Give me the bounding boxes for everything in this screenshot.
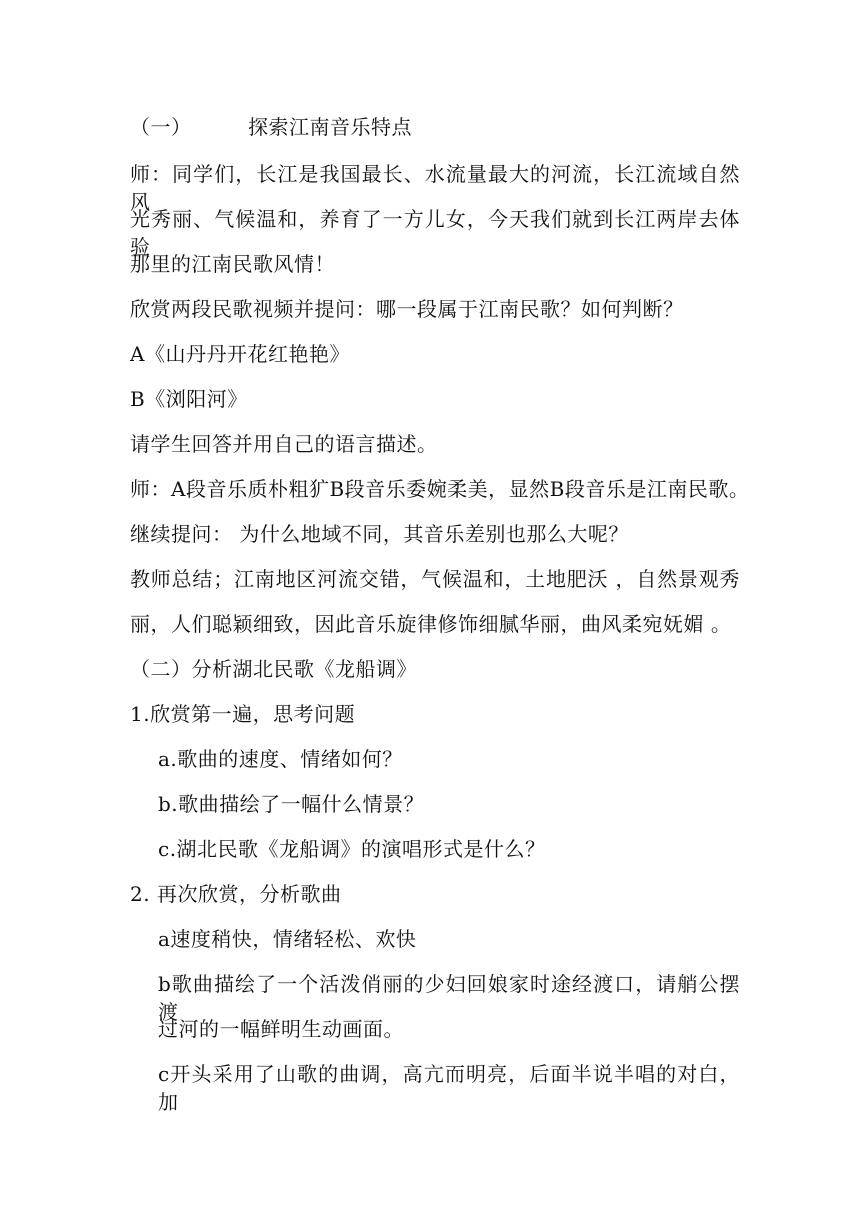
step2-item-b-line-1: b歌曲描绘了一个活泼俏丽的少妇回娘家时途经渡口，请艄公摆渡 — [158, 972, 740, 1024]
option-b-text: B《浏阳河》 — [130, 387, 248, 411]
step2-item-c-line-1: c开头采用了山歌的曲调，高亢而明亮，后面半说半唱的对白，加 — [158, 1062, 740, 1114]
summary-line-1: 教师总结；江南地区河流交错，气候温和，土地肥沃 ，自然景观秀 — [130, 567, 740, 591]
step1-item-a: a.歌曲的速度、情绪如何？ — [158, 747, 403, 771]
teacher-answer-text: 师：A段音乐质朴粗犷B段音乐委婉柔美，显然B段音乐是江南民歌。 — [130, 477, 750, 501]
section1-heading-title: 探索江南音乐特点 — [248, 115, 412, 139]
section2-heading: （二）分析湖北民歌《龙船调》 — [130, 657, 417, 681]
intro-paragraph-line-3: 那里的江南民歌风情！ — [130, 252, 335, 276]
step1-item-b: b.歌曲描绘了一幅什么情景？ — [158, 792, 425, 816]
summary-line-2: 丽，人们聪颖细致，因此音乐旋律修饰细腻华丽，曲风柔宛妩媚 。 — [130, 612, 732, 636]
step2-heading: 2. 再次欣赏，分析歌曲 — [130, 882, 342, 906]
intro-paragraph-line-2: 光秀丽、气候温和，养育了一方儿女，今天我们就到长江两岸去体验 — [130, 207, 740, 259]
step1-heading: 1.欣赏第一遍，思考问题 — [130, 702, 356, 726]
student-prompt-text: 请学生回答并用自己的语言描述。 — [130, 432, 438, 456]
section1-heading — [130, 113, 740, 141]
intro-paragraph-line-1: 师：同学们，长江是我国最长、水流量最大的河流，长江流域自然风 — [130, 162, 740, 214]
followup-question-text: 继续提问： 为什么地域不同，其音乐差别也那么大呢？ — [130, 522, 629, 546]
question-text: 欣赏两段民歌视频并提问：哪一段属于江南民歌？如何判断？ — [130, 297, 684, 321]
step1-item-c: c.湖北民歌《龙船调》的演唱形式是什么？ — [158, 837, 546, 861]
step2-item-b-line-2: 过河的一幅鲜明生动画面。 — [158, 1017, 404, 1041]
option-a-text: A《山丹丹开花红艳艳》 — [130, 342, 350, 366]
section1-heading-number: （一） — [130, 115, 192, 139]
step2-item-a: a速度稍快，情绪轻松、欢快 — [158, 927, 417, 951]
